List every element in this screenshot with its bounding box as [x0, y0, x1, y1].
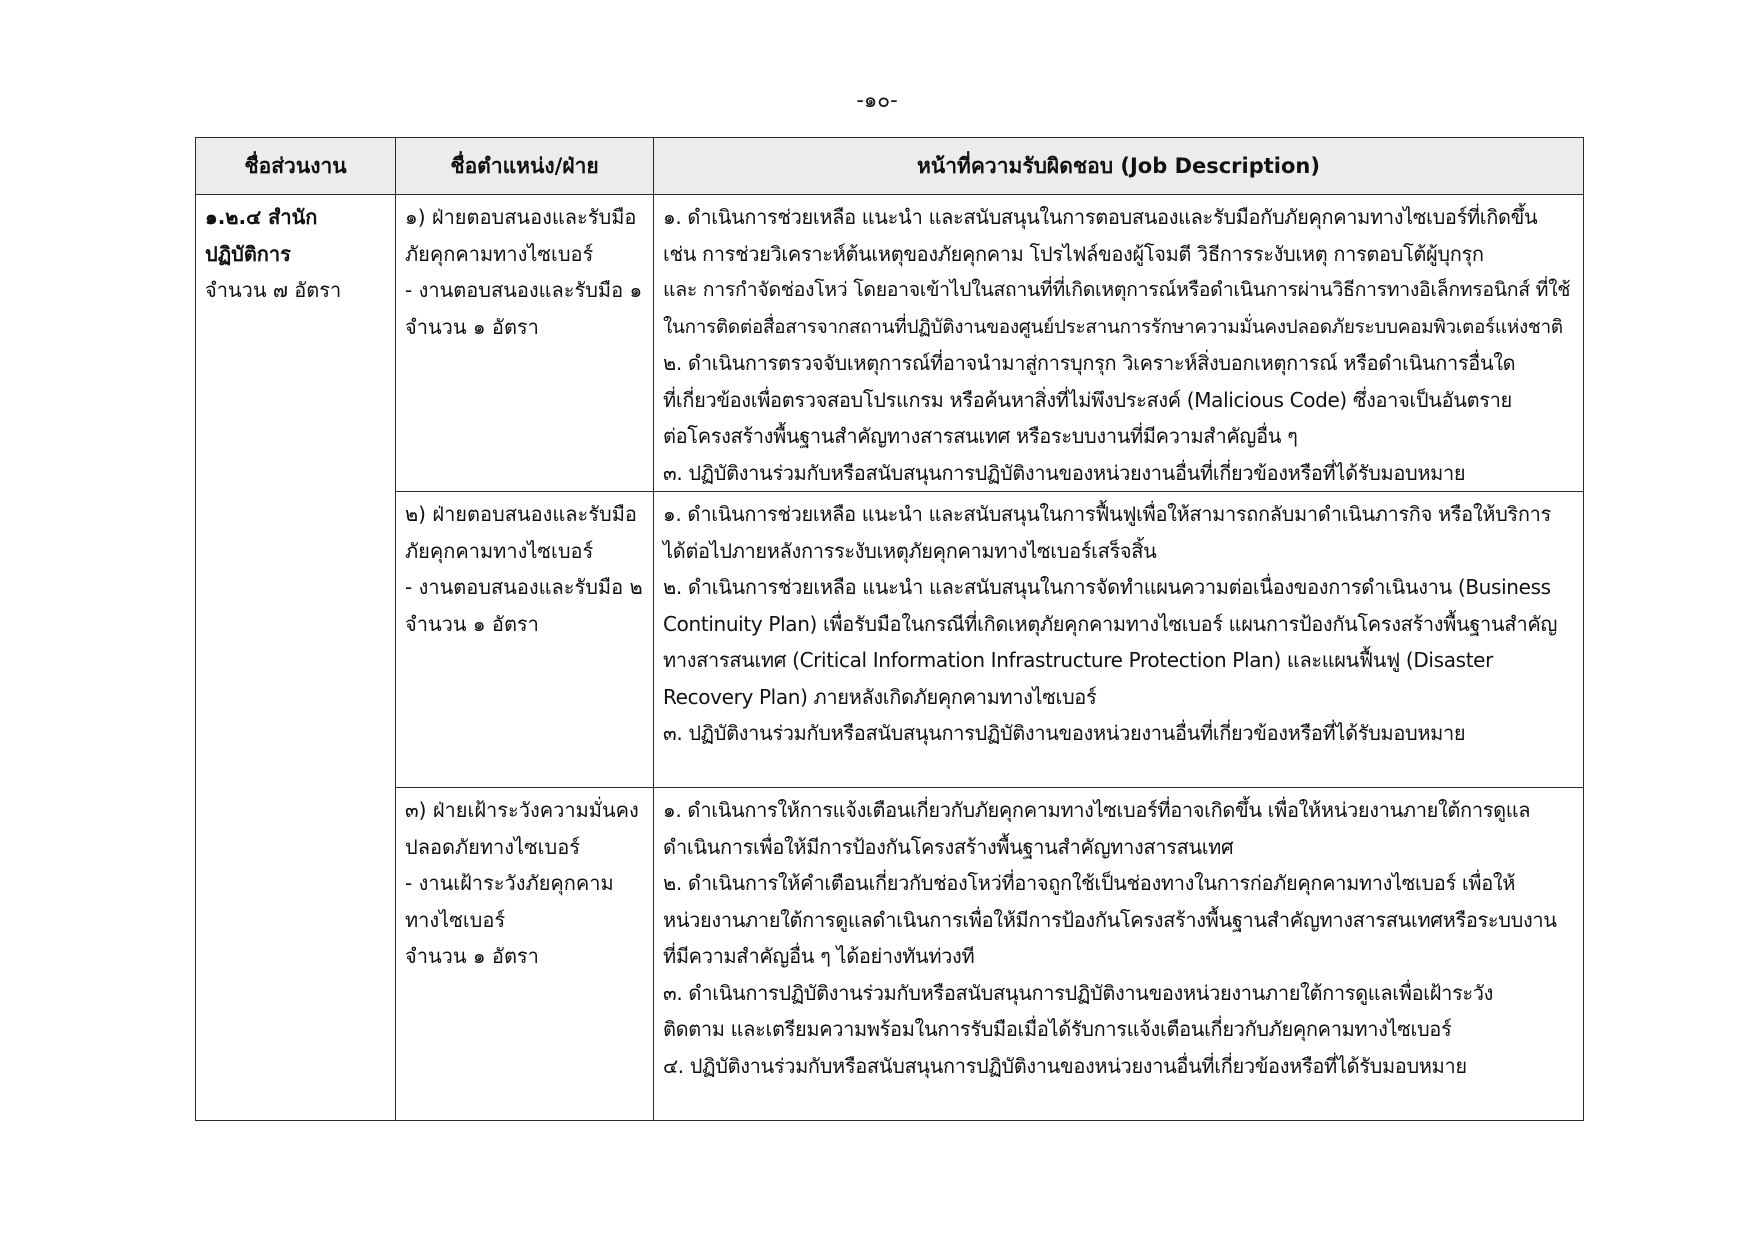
header-duties: หน้าที่ความรับผิดชอบ (Job Description)	[654, 138, 1584, 195]
position-cell	[396, 492, 654, 788]
position-line: ภัยคุกคามทางไซเบอร์	[405, 241, 594, 266]
duty-line: ๓. ดำเนินการปฏิบัติงานร่วมกับหรือสนับสนุนการปฏิบัติงานของหน่วยงานภายใต้การดูแลเพื่อเฝ้าระวัง	[663, 980, 1494, 1005]
table-row	[196, 492, 1584, 788]
duty-cell	[654, 492, 1584, 788]
duty-line: ๒. ดำเนินการให้คำเตือนเกี่ยวกับช่องโหว่ที่อาจถูกใช้เป็นช่องทางในการก่อภัยคุกคามทางไซเบอร์ เพื่อให้	[663, 871, 1516, 895]
unit-name-line: ๑.๒.๔ สำนัก	[205, 205, 318, 229]
position-cell	[396, 788, 654, 1121]
job-description-table	[195, 137, 1584, 1121]
header-position: ชื่อตำแหน่ง/ฝ่าย	[396, 138, 654, 195]
duty-line: ๓. ปฏิบัติงานร่วมกับหรือสนับสนุนการปฏิบัติงานของหน่วยงานอื่นที่เกี่ยวข้องหรือที่ได้รับมอบหมาย	[663, 460, 1466, 485]
position-line: จำนวน ๑ อัตรา	[405, 611, 539, 636]
position-line: - งานตอบสนองและรับมือ ๒	[405, 575, 643, 599]
duty-line: ต่อโครงสร้างพื้นฐานสำคัญทางสารสนเทศ หรือระบบงานที่มีความสำคัญอื่น ๆ	[663, 424, 1298, 448]
duty-line: ดำเนินการเพื่อให้มีการป้องกันโครงสร้างพื้นฐานสำคัญทางสารสนเทศ	[663, 834, 1234, 859]
table-header-row	[196, 138, 1584, 195]
position-line: ๑) ฝ่ายตอบสนองและรับมือ	[405, 205, 637, 229]
unit-cell	[196, 195, 396, 1121]
unit-name-line: ปฏิบัติการ	[205, 241, 291, 266]
duty-line: ๒. ดำเนินการช่วยเหลือ แนะนำ และสนับสนุนในการจัดทำแผนความต่อเนื่องของการดำเนินงาน (Business	[663, 575, 1551, 599]
duty-line: ในการติดต่อสื่อสารจากสถานที่ปฏิบัติงานของศูนย์ประสานการรักษาความมั่นคงปลอดภัยระบบคอมพิวเตอร์แห่งชาติ	[663, 315, 1563, 338]
duty-line: Recovery Plan) ภายหลังเกิดภัยคุกคามทางไซเบอร์	[663, 684, 1097, 709]
position-line: - งานเฝ้าระวังภัยคุกคาม	[405, 871, 614, 895]
duty-line: ๓. ปฏิบัติงานร่วมกับหรือสนับสนุนการปฏิบัติงานของหน่วยงานอื่นที่เกี่ยวข้องหรือที่ได้รับมอบหมาย	[663, 721, 1466, 745]
unit-count: จำนวน ๗ อัตรา	[205, 278, 342, 302]
duty-line: ที่มีความสำคัญอื่น ๆ ได้อย่างทันท่วงที	[663, 944, 975, 968]
table-row	[196, 195, 1584, 492]
duty-line: ๑. ดำเนินการช่วยเหลือ แนะนำ และสนับสนุนในการฟื้นฟูเพื่อให้สามารถกลับมาดำเนินภารกิจ หรือให้บริการ	[663, 502, 1551, 526]
duty-line: ได้ต่อไปภายหลังการระงับเหตุภัยคุกคามทางไซเบอร์เสร็จสิ้น	[663, 538, 1157, 563]
position-line: ทางไซเบอร์	[405, 907, 506, 932]
duty-line: ทางสารสนเทศ (Critical Information Infrastructure Protection Plan) และแผนฟื้นฟู (Disaster	[663, 648, 1494, 672]
duty-line: ที่เกี่ยวข้องเพื่อตรวจสอบโปรแกรม หรือค้นหาสิ่งที่ไม่พึงประสงค์ (Malicious Code) ซึ่งอาจเป็นอันตราย	[663, 387, 1512, 412]
position-line: จำนวน ๑ อัตรา	[405, 944, 539, 968]
duty-line: ๑. ดำเนินการให้การแจ้งเตือนเกี่ยวกับภัยคุกคามทางไซเบอร์ที่อาจเกิดขึ้น เพื่อให้หน่วยงานภายใต้การดูแล	[663, 798, 1531, 822]
duty-cell	[654, 195, 1584, 492]
position-line: จำนวน ๑ อัตรา	[405, 314, 539, 339]
duty-line: เช่น การช่วยวิเคราะห์ต้นเหตุของภัยคุกคาม โปรไฟล์ของผู้โจมตี วิธีการระงับเหตุ การตอบโต้ผู้บุกรุก	[663, 241, 1484, 266]
header-unit: ชื่อส่วนงาน	[196, 138, 396, 195]
duty-line: หน่วยงานภายใต้การดูแลดำเนินการเพื่อให้มีการป้องกันโครงสร้างพื้นฐานสำคัญทางสารสนเทศหรือระบบงาน	[663, 907, 1557, 932]
duty-line: Continuity Plan) เพื่อรับมือในกรณีที่เกิดเหตุภัยคุกคามทางไซเบอร์ แผนการป้องกันโครงสร้างพื้นฐานสำคัญ	[663, 611, 1558, 636]
position-line: ๓) ฝ่ายเฝ้าระวังความมั่นคง	[405, 798, 639, 822]
position-line: ภัยคุกคามทางไซเบอร์	[405, 538, 594, 563]
duty-line: ติดตาม และเตรียมความพร้อมในการรับมือเมื่อได้รับการแจ้งเตือนเกี่ยวกับภัยคุกคามทางไซเบอร์	[663, 1017, 1452, 1041]
position-line: - งานตอบสนองและรับมือ ๑	[405, 278, 643, 302]
duty-line: ๒. ดำเนินการตรวจจับเหตุการณ์ที่อาจนำมาสู่การบุกรุก วิเคราะห์สิ่งบอกเหตุการณ์ หรือดำเนินการอื่นใด	[663, 351, 1516, 375]
duty-line: ๔. ปฏิบัติงานร่วมกับหรือสนับสนุนการปฏิบัติงานของหน่วยงานอื่นที่เกี่ยวข้องหรือที่ได้รับมอบหมาย	[663, 1053, 1467, 1078]
duty-line: ๑. ดำเนินการช่วยเหลือ แนะนำ และสนับสนุนในการตอบสนองและรับมือกับภัยคุกคามทางไซเบอร์ที่เกิดขึ้น	[663, 205, 1538, 229]
page-number: -๑๐-	[856, 88, 898, 112]
position-cell	[396, 195, 654, 492]
table-row	[196, 788, 1584, 1121]
duty-cell	[654, 788, 1584, 1121]
duty-line: และ การกำจัดช่องโหว่ โดยอาจเข้าไปในสถานที่ที่เกิดเหตุการณ์หรือดำเนินการผ่านวิธีการทางอิเล็กทรอนิกส์ ที่ใช้	[663, 278, 1571, 301]
position-line: ๒) ฝ่ายตอบสนองและรับมือ	[405, 502, 637, 526]
position-line: ปลอดภัยทางไซเบอร์	[405, 834, 580, 859]
